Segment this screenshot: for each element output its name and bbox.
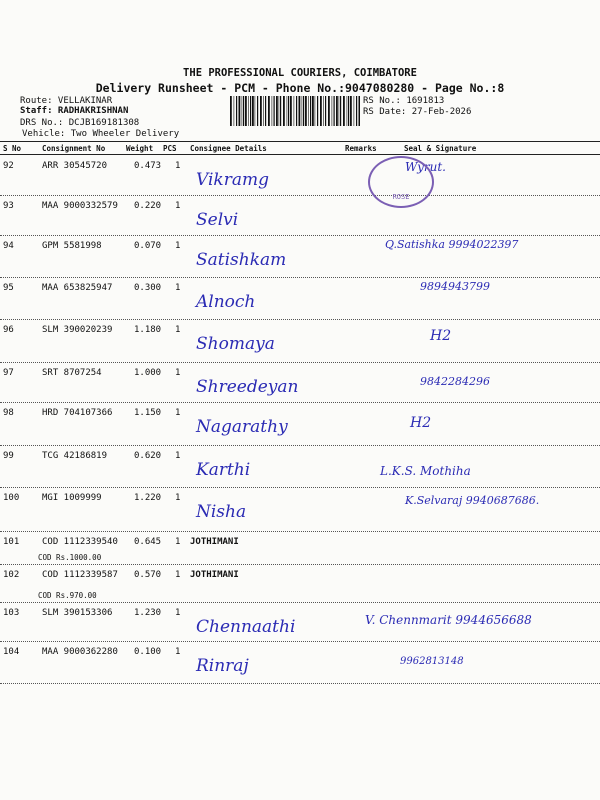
- handwritten-consignee: Satishkam: [196, 250, 287, 270]
- row-pcs: 1: [175, 608, 181, 618]
- row-pcs: 1: [175, 647, 181, 657]
- table-row: [0, 532, 600, 565]
- row-cod-amount: COD Rs.970.00: [38, 591, 97, 600]
- company-title: THE PROFESSIONAL COURIERS, COIMBATORE: [183, 67, 417, 79]
- row-consignment: SLM 390153306: [42, 608, 113, 618]
- row-sno: 97: [3, 368, 14, 378]
- handwritten-signature: 9894943799: [420, 280, 490, 293]
- table-row: [0, 488, 600, 532]
- col-pcs: PCS: [163, 144, 177, 153]
- rs-number: RS No.: 1691813: [363, 96, 445, 106]
- row-weight: 0.220: [134, 201, 162, 211]
- handwritten-signature: 9842284296: [420, 375, 490, 388]
- route-label: Route: VELLAKINAR: [20, 96, 113, 106]
- table-row: [0, 156, 600, 196]
- row-consignment: SRT 8707254: [42, 368, 102, 378]
- row-weight: 0.645: [134, 537, 162, 547]
- row-weight: 0.473: [134, 161, 162, 171]
- handwritten-consignee: Vikramg: [196, 170, 269, 190]
- table-row: [0, 320, 600, 363]
- row-sno: 103: [3, 608, 20, 618]
- table-row: [0, 196, 600, 236]
- handwritten-signature: H2: [430, 328, 452, 344]
- row-sno: 102: [3, 570, 20, 580]
- table-row: [0, 403, 600, 446]
- row-consignment: MGI 1009999: [42, 493, 102, 503]
- handwritten-consignee: Alnoch: [196, 292, 256, 312]
- row-weight: 0.570: [134, 570, 162, 580]
- rs-date: RS Date: 27-Feb-2026: [363, 107, 472, 117]
- handwritten-signature: L.K.S. Mothiha: [380, 464, 471, 478]
- handwritten-consignee: Rinraj: [196, 656, 249, 676]
- row-sno: 93: [3, 201, 14, 211]
- row-cod-amount: COD Rs.1000.00: [38, 553, 102, 562]
- row-sno: 101: [3, 537, 20, 547]
- company-stamp: [368, 156, 434, 208]
- row-consignment: COD 1112339540: [42, 537, 118, 547]
- table-row: [0, 446, 600, 488]
- row-weight: 0.100: [134, 647, 162, 657]
- row-sno: 98: [3, 408, 14, 418]
- table-row: [0, 363, 600, 403]
- row-divider: [0, 683, 600, 684]
- row-weight: 0.300: [134, 283, 162, 293]
- row-pcs: 1: [175, 570, 181, 580]
- handwritten-consignee: Nisha: [196, 502, 247, 522]
- row-pcs: 1: [175, 537, 181, 547]
- row-weight: 1.220: [134, 493, 162, 503]
- row-consignment: ARR 30545720: [42, 161, 108, 171]
- row-consignee: JOTHIMANI: [190, 537, 239, 547]
- row-sno: 99: [3, 451, 14, 461]
- row-consignee: JOTHIMANI: [190, 570, 239, 580]
- row-consignment: MAA 9000362280: [42, 647, 118, 657]
- row-pcs: 1: [175, 201, 181, 211]
- handwritten-signature: H2: [410, 415, 432, 431]
- vehicle-label: Vehicle: Two Wheeler Delivery: [22, 129, 180, 139]
- handwritten-signature: K.Selvaraj 9940687686.: [405, 494, 540, 507]
- row-pcs: 1: [175, 368, 181, 378]
- row-pcs: 1: [175, 325, 181, 335]
- row-sno: 96: [3, 325, 14, 335]
- handwritten-consignee: Karthi: [196, 460, 251, 480]
- handwritten-consignee: Nagarathy: [196, 417, 288, 437]
- row-consignment: HRD 704107366: [42, 408, 113, 418]
- col-consignee: Consignee Details: [190, 144, 267, 153]
- row-consignment: SLM 390020239: [42, 325, 113, 335]
- row-sno: 104: [3, 647, 20, 657]
- row-consignment: COD 1112339587: [42, 570, 118, 580]
- handwritten-signature: 9962813148: [400, 656, 464, 667]
- row-sno: 92: [3, 161, 14, 171]
- row-pcs: 1: [175, 283, 181, 293]
- row-pcs: 1: [175, 493, 181, 503]
- table-row: [0, 565, 600, 603]
- handwritten-signature: Q.Satishka 9994022397: [385, 238, 519, 251]
- col-consignment: Consignment No: [42, 144, 106, 153]
- col-remarks: Remarks: [345, 144, 377, 153]
- row-sno: 94: [3, 241, 14, 251]
- column-divider: [0, 154, 600, 155]
- runsheet-subtitle: Delivery Runsheet - PCM - Phone No.:9047080280 - Page No.:8: [95, 81, 505, 95]
- row-pcs: 1: [175, 241, 181, 251]
- row-consignment: TCG 42186819: [42, 451, 108, 461]
- row-weight: 0.070: [134, 241, 162, 251]
- row-sno: 100: [3, 493, 20, 503]
- handwritten-consignee: Chennaathi: [196, 617, 296, 637]
- handwritten-consignee: Selvi: [196, 210, 239, 230]
- staff-label: Staff: RADHAKRISHNAN: [20, 106, 129, 116]
- drs-label: DRS No.: DCJB169181308: [20, 118, 140, 128]
- col-seal: Seal & Signature: [404, 144, 477, 153]
- table-row: [0, 642, 600, 684]
- row-weight: 1.150: [134, 408, 162, 418]
- handwritten-signature: V. Chennmarit 9944656688: [365, 613, 532, 627]
- table-row: [0, 603, 600, 642]
- row-consignment: MAA 653825947: [42, 283, 113, 293]
- handwritten-consignee: Shreedeyan: [196, 377, 299, 397]
- col-sno: S No: [3, 144, 22, 153]
- col-weight: Weight: [126, 144, 154, 153]
- row-weight: 1.180: [134, 325, 162, 335]
- table-row: [0, 278, 600, 320]
- row-pcs: 1: [175, 451, 181, 461]
- row-consignment: GPM 5581998: [42, 241, 102, 251]
- handwritten-consignee: Shomaya: [196, 334, 275, 354]
- row-pcs: 1: [175, 161, 181, 171]
- header-divider: [0, 141, 600, 142]
- row-weight: 0.620: [134, 451, 162, 461]
- table-row: [0, 236, 600, 278]
- row-weight: 1.230: [134, 608, 162, 618]
- handwritten-signature: Wyrut.: [405, 160, 446, 174]
- row-weight: 1.000: [134, 368, 162, 378]
- row-sno: 95: [3, 283, 14, 293]
- row-consignment: MAA 9000332579: [42, 201, 118, 211]
- stamp-text: ROSE: [392, 193, 410, 201]
- barcode: [230, 96, 360, 126]
- row-pcs: 1: [175, 408, 181, 418]
